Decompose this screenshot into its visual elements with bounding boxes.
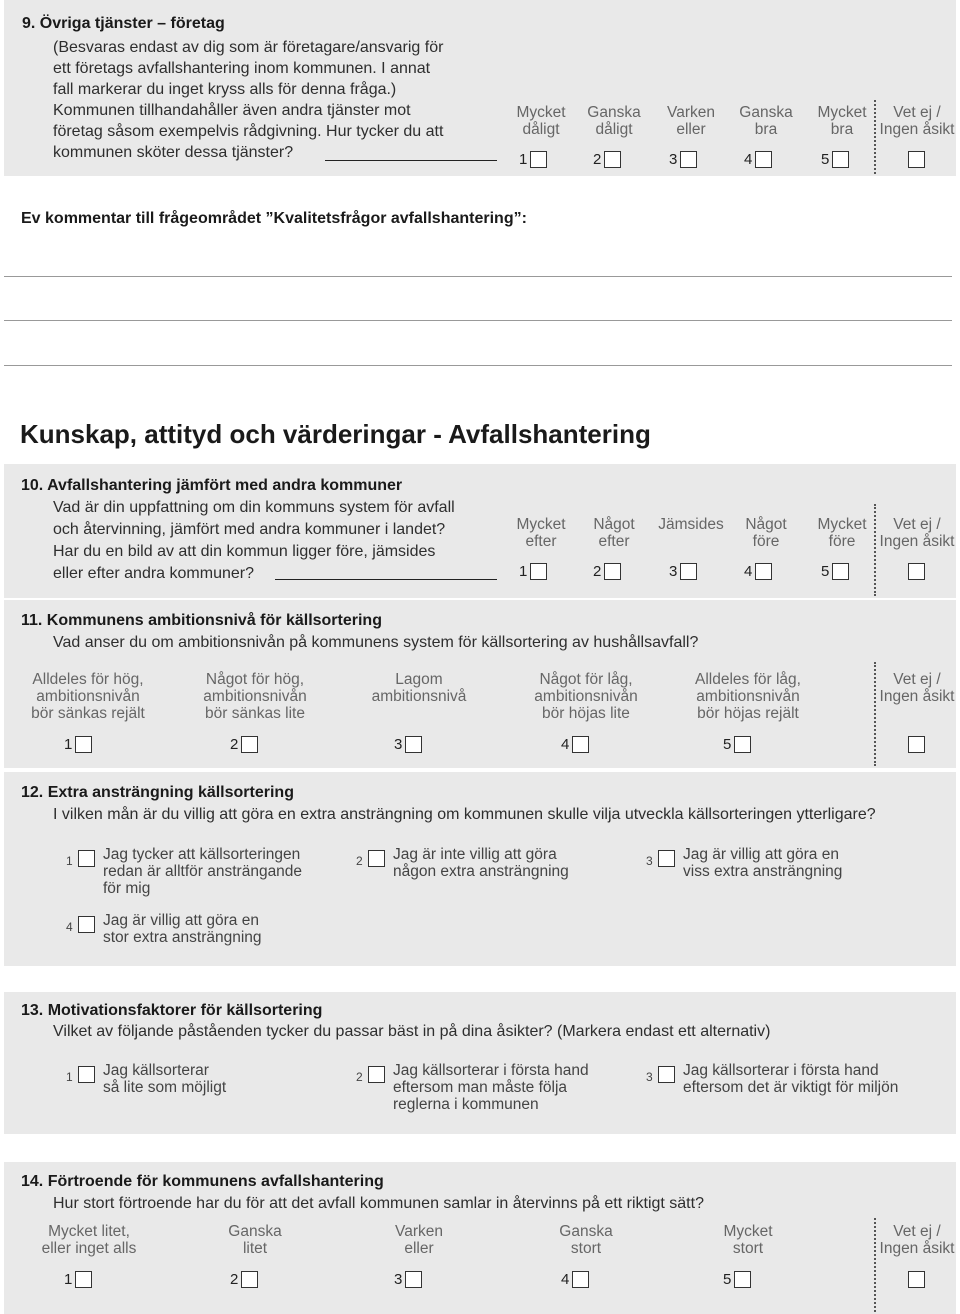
q12-option-1[interactable]: 1 Jag tycker att källsorteringen redan är alltför ansträngande för mig [66,846,303,897]
q9-underline [325,160,497,161]
q9-dontknow-label: Vet ej / Ingen åsikt [879,104,955,138]
checkbox[interactable] [530,563,547,580]
q14-title: 14. Förtroende för kommunens avfallshantering [21,1173,384,1190]
comment-line-2 [4,320,952,321]
q14-divider [874,1218,876,1312]
checkbox[interactable] [734,736,751,753]
q14-option-dontknow[interactable] [908,1268,925,1290]
q14-question: Hur stort förtroende har du för att det avfall kommunen samlar in återvinns på ett riktigt sätt? [53,1195,704,1212]
q10-option-2[interactable]: 2 [593,560,621,582]
q14-scale-label-3: Varken eller [395,1223,443,1257]
q11-title: 11. Kommunens ambitionsnivå för källsortering [21,612,382,629]
q10-underline [275,579,497,580]
checkbox[interactable] [755,151,772,168]
q10-divider [874,504,876,596]
q13-option-3[interactable]: 3 Jag källsorterar i första hand eftersom det är viktigt för miljön [646,1062,899,1096]
q14-option-1[interactable]: 1 [64,1268,92,1290]
q10-option-4[interactable]: 4 [744,560,772,582]
checkbox[interactable] [755,563,772,580]
q11-option-dontknow[interactable] [908,733,925,755]
q9-scale-label-1: Mycket dåligt [516,104,566,138]
q11-scale-label-5: Alldeles för låg, ambitionsnivån bör höjas rejält [695,671,801,722]
q14-scale-label-1: Mycket litet, eller inget alls [41,1223,137,1257]
checkbox[interactable] [405,1271,422,1288]
q10-title: 10. Avfallshantering jämfört med andra kommuner [21,477,403,494]
checkbox[interactable] [908,1271,925,1288]
q9-title: 9. Övriga tjänster – företag [22,15,225,32]
q11-dontknow-label: Vet ej / Ingen åsikt [879,671,955,705]
checkbox[interactable] [75,736,92,753]
q9-scale-label-3: Varken eller [667,104,715,138]
q13-option-2[interactable]: 2 Jag källsorterar i första hand eftersom man måste följa reglerna i kommunen [356,1062,589,1113]
comment-line-3 [4,365,952,366]
checkbox[interactable] [908,151,925,168]
checkbox[interactable] [680,151,697,168]
q13-title: 13. Motivationsfaktorer för källsortering [21,1002,323,1019]
checkbox[interactable] [734,1271,751,1288]
checkbox[interactable] [75,1271,92,1288]
checkbox[interactable] [78,850,95,867]
q11-scale-label-3: Lagom ambitionsnivå [371,671,467,705]
q14-option-5[interactable]: 5 [723,1268,751,1290]
q9-option-4[interactable]: 4 [744,148,772,170]
comment-line-1 [4,276,952,277]
q11-option-2[interactable]: 2 [230,733,258,755]
q13-option-1[interactable]: 1 Jag källsorterar så lite som möjligt [66,1062,227,1096]
checkbox[interactable] [908,736,925,753]
checkbox[interactable] [680,563,697,580]
q10-dontknow-label: Vet ej / Ingen åsikt [879,516,955,550]
q12-option-2[interactable]: 2 Jag är inte villig att göra någon extra ansträngning [356,846,569,880]
q9-option-2[interactable]: 2 [593,148,621,170]
checkbox[interactable] [368,850,385,867]
checkbox[interactable] [604,151,621,168]
q10-option-1[interactable]: 1 [519,560,547,582]
checkbox[interactable] [832,151,849,168]
q10-scale-label-4: Något före [745,516,787,550]
comment-prompt: Ev kommentar till frågeområdet ”Kvalitetsfrågor avfallshantering”: [21,210,527,227]
q14-option-3[interactable]: 3 [394,1268,422,1290]
q11-question: Vad anser du om ambitionsnivån på kommunens system för källsortering av hushållsavfall? [53,634,699,651]
q11-option-4[interactable]: 4 [561,733,589,755]
q10-question-text: Vad är din uppfattning om din kommuns system för avfall och återvinning, jämfört med andra kommuner i landet? Har du en bild av att din kommun ligger före, jämsides eller efter andra kommuner? [53,499,455,582]
q14-scale-label-4: Ganska stort [559,1223,613,1257]
q10-option-5[interactable]: 5 [821,560,849,582]
checkbox[interactable] [658,1066,675,1083]
q9-divider [874,100,876,174]
checkbox[interactable] [78,916,95,933]
q9-option-dontknow[interactable] [908,148,925,170]
q10-option-dontknow[interactable] [908,560,925,582]
q13-question: Vilket av följande påståenden tycker du passar bäst in på dina åsikter? (Markera endast ett alternativ) [53,1023,771,1040]
q9-scale-label-4: Ganska bra [739,104,793,138]
q10-scale-label-2: Något efter [593,516,635,550]
checkbox[interactable] [658,850,675,867]
q9-option-5[interactable]: 5 [821,148,849,170]
q10-option-3[interactable]: 3 [669,560,697,582]
checkbox[interactable] [241,1271,258,1288]
q9-question-text: (Besvaras endast av dig som är företagare/ansvarig för ett företags avfallshantering inom kommunen. I annat fall markerar du inget kryss alls för denna fråga.) Kommunen tillhandahåller även andra tjänster mot företag såsom exempelvis rådgivning. Hur tycker du att kommunen sköter dessa tjänster? [53,39,444,161]
q11-scale-label-4: Något för låg, ambitionsnivån bör höjas lite [534,671,638,722]
q10-scale-label-1: Mycket efter [516,516,566,550]
q14-option-2[interactable]: 2 [230,1268,258,1290]
q11-option-3[interactable]: 3 [394,733,422,755]
q12-question: I vilken mån är du villig att göra en extra ansträngning om kommunen skulle vilja utveckla källsorteringen ytterligare? [53,806,876,823]
q14-scale-label-2: Ganska litet [228,1223,282,1257]
checkbox[interactable] [572,1271,589,1288]
q12-title: 12. Extra ansträngning källsortering [21,784,294,801]
checkbox[interactable] [832,563,849,580]
checkbox[interactable] [908,563,925,580]
q12-option-3[interactable]: 3 Jag är villig att göra en viss extra ansträngning [646,846,843,880]
q14-option-4[interactable]: 4 [561,1268,589,1290]
q11-option-1[interactable]: 1 [64,733,92,755]
checkbox[interactable] [530,151,547,168]
q9-scale-label-5: Mycket bra [817,104,867,138]
q11-scale-label-2: Något för hög, ambitionsnivån bör sänkas lite [203,671,307,722]
checkbox[interactable] [604,563,621,580]
q11-divider [874,662,876,766]
q10-scale-label-5: Mycket före [817,516,867,550]
q9-option-1[interactable]: 1 [519,148,547,170]
section-heading: Kunskap, attityd och värderingar - Avfallshantering [20,419,651,449]
q11-scale-label-1: Alldeles för hög, ambitionsnivån bör sänkas rejält [31,671,145,722]
checkbox[interactable] [241,736,258,753]
q14-dontknow-label: Vet ej / Ingen åsikt [879,1223,955,1257]
checkbox[interactable] [405,736,422,753]
q11-option-5[interactable]: 5 [723,733,751,755]
q12-option-4[interactable]: 4 Jag är villig att göra en stor extra ansträngning [66,912,262,946]
checkbox[interactable] [78,1066,95,1083]
checkbox[interactable] [368,1066,385,1083]
q14-scale-label-5: Mycket stort [723,1223,773,1257]
q9-scale-label-2: Ganska dåligt [587,104,641,138]
q9-option-3[interactable]: 3 [669,148,697,170]
q10-scale-label-3: Jämsides [658,516,724,533]
checkbox[interactable] [572,736,589,753]
